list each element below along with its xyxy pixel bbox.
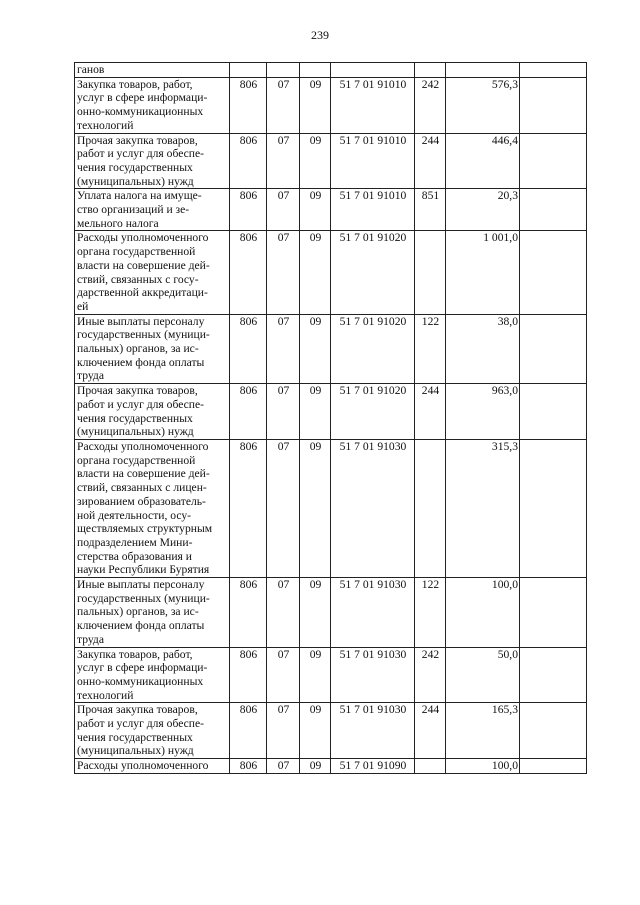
subsection-code-cell (300, 63, 331, 78)
table-row (75, 231, 587, 314)
expense-type-cell: 244 (415, 133, 446, 189)
budget-table (74, 62, 587, 774)
amount-cell: 100,0 (446, 759, 520, 774)
target-article-cell: 51 7 01 91090 (331, 759, 415, 774)
item-name-cell (75, 189, 230, 231)
section-code-cell: 07 (267, 384, 300, 440)
department-code-cell: 806 (230, 759, 267, 774)
table-row (75, 77, 587, 133)
amount-cell: 1 001,0 (446, 231, 520, 314)
extra-cell (520, 314, 587, 384)
extra-cell (520, 703, 587, 759)
subsection-code-cell: 09 (300, 578, 331, 648)
expense-type-cell: 242 (415, 77, 446, 133)
section-code-cell: 07 (267, 77, 300, 133)
expense-type-cell: 122 (415, 578, 446, 648)
section-code-cell: 07 (267, 189, 300, 231)
expense-type-cell: 851 (415, 189, 446, 231)
target-article-cell: 51 7 01 91030 (331, 578, 415, 648)
amount-cell: 100,0 (446, 578, 520, 648)
department-code-cell (230, 63, 267, 78)
expense-type-cell (415, 231, 446, 314)
subsection-code-cell: 09 (300, 759, 331, 774)
table-row (75, 439, 587, 577)
amount-cell (446, 63, 520, 78)
item-name-text: Прочая закупка товаров, работ и услуг для обеспе- чения государственных (муниципальных) нужд (77, 703, 204, 758)
amount-cell: 165,3 (446, 703, 520, 759)
expense-type-cell: 244 (415, 384, 446, 440)
section-code-cell: 07 (267, 759, 300, 774)
department-code-cell: 806 (230, 133, 267, 189)
item-name-cell (75, 133, 230, 189)
subsection-code-cell: 09 (300, 439, 331, 577)
extra-cell (520, 439, 587, 577)
table-row (75, 314, 587, 384)
table-body (75, 63, 587, 774)
item-name-text: Прочая закупка товаров, работ и услуг для обеспе- чения государственных (муниципальных) нужд (77, 384, 204, 439)
subsection-code-cell: 09 (300, 314, 331, 384)
department-code-cell: 806 (230, 384, 267, 440)
item-name-text: Расходы уполномоченного (77, 759, 209, 773)
extra-cell (520, 231, 587, 314)
subsection-code-cell: 09 (300, 384, 331, 440)
item-name-text: Прочая закупка товаров, работ и услуг для обеспе- чения государственных (муниципальных) нужд (77, 133, 204, 188)
target-article-cell: 51 7 01 91010 (331, 189, 415, 231)
item-name-cell (75, 439, 230, 577)
department-code-cell: 806 (230, 314, 267, 384)
department-code-cell: 806 (230, 578, 267, 648)
department-code-cell: 806 (230, 231, 267, 314)
expense-type-cell: 244 (415, 703, 446, 759)
item-name-cell (75, 703, 230, 759)
expense-type-cell: 122 (415, 314, 446, 384)
target-article-cell: 51 7 01 91010 (331, 133, 415, 189)
section-code-cell: 07 (267, 703, 300, 759)
item-name-text: ганов (77, 63, 105, 76)
item-name-cell (75, 314, 230, 384)
item-name-text: Расходы уполномоченного органа государственной власти на совершение дей- ствий, связанных с госу- дарственной аккредитаци- ей (77, 231, 210, 313)
extra-cell (520, 77, 587, 133)
item-name-cell (75, 578, 230, 648)
item-name-cell (75, 759, 230, 774)
subsection-code-cell: 09 (300, 703, 331, 759)
section-code-cell: 07 (267, 231, 300, 314)
section-code-cell (267, 63, 300, 78)
department-code-cell: 806 (230, 647, 267, 703)
amount-cell: 50,0 (446, 647, 520, 703)
expense-type-cell (415, 439, 446, 577)
target-article-cell: 51 7 01 91020 (331, 231, 415, 314)
expense-type-cell (415, 759, 446, 774)
amount-cell: 963,0 (446, 384, 520, 440)
subsection-code-cell: 09 (300, 77, 331, 133)
amount-cell: 576,3 (446, 77, 520, 133)
target-article-cell (331, 63, 415, 78)
expense-type-cell (415, 63, 446, 78)
item-name-text: Закупка товаров, работ, услуг в сфере информаци- онно-коммуникационных технологий (77, 77, 208, 132)
subsection-code-cell: 09 (300, 647, 331, 703)
subsection-code-cell: 09 (300, 231, 331, 314)
amount-cell: 446,4 (446, 133, 520, 189)
amount-cell: 38,0 (446, 314, 520, 384)
amount-cell: 20,3 (446, 189, 520, 231)
section-code-cell: 07 (267, 439, 300, 577)
table-row (75, 63, 587, 78)
item-name-text: Уплата налога на имуще- ство организаций и зе- мельного налога (77, 189, 202, 230)
department-code-cell: 806 (230, 189, 267, 231)
table-row (75, 759, 587, 774)
item-name-text: Расходы уполномоченного органа государственной власти на совершение дей- ствий, связанных с лицен- зированием образователь- ной деятельности, осу- ществляемых структурным подразделением Мини- стерства образования и науки Республики Бурятия (77, 439, 213, 577)
item-name-cell (75, 77, 230, 133)
item-name-cell (75, 231, 230, 314)
table-row (75, 189, 587, 231)
department-code-cell: 806 (230, 77, 267, 133)
department-code-cell: 806 (230, 703, 267, 759)
page-number: 239 (311, 28, 329, 42)
expense-type-cell: 242 (415, 647, 446, 703)
table-row (75, 578, 587, 648)
target-article-cell: 51 7 01 91020 (331, 314, 415, 384)
table-row (75, 133, 587, 189)
target-article-cell: 51 7 01 91020 (331, 384, 415, 440)
table-row (75, 647, 587, 703)
item-name-cell (75, 647, 230, 703)
item-name-text: Закупка товаров, работ, услуг в сфере информаци- онно-коммуникационных технологий (77, 647, 208, 702)
extra-cell (520, 63, 587, 78)
target-article-cell: 51 7 01 91030 (331, 647, 415, 703)
subsection-code-cell: 09 (300, 133, 331, 189)
extra-cell (520, 384, 587, 440)
item-name-cell (75, 63, 230, 78)
extra-cell (520, 759, 587, 774)
section-code-cell: 07 (267, 133, 300, 189)
amount-cell: 315,3 (446, 439, 520, 577)
extra-cell (520, 189, 587, 231)
section-code-cell: 07 (267, 647, 300, 703)
section-code-cell: 07 (267, 314, 300, 384)
item-name-text: Иные выплаты персоналу государственных (муници- пальных) органов, за ис- ключением фонда оплаты труда (77, 314, 210, 383)
target-article-cell: 51 7 01 91030 (331, 439, 415, 577)
department-code-cell: 806 (230, 439, 267, 577)
extra-cell (520, 647, 587, 703)
item-name-text: Иные выплаты персоналу государственных (муници- пальных) органов, за ис- ключением фонда оплаты труда (77, 578, 210, 646)
extra-cell (520, 578, 587, 648)
extra-cell (520, 133, 587, 189)
target-article-cell: 51 7 01 91030 (331, 703, 415, 759)
target-article-cell: 51 7 01 91010 (331, 77, 415, 133)
table-row (75, 384, 587, 440)
item-name-cell (75, 384, 230, 440)
section-code-cell: 07 (267, 578, 300, 648)
table-row (75, 703, 587, 759)
subsection-code-cell: 09 (300, 189, 331, 231)
